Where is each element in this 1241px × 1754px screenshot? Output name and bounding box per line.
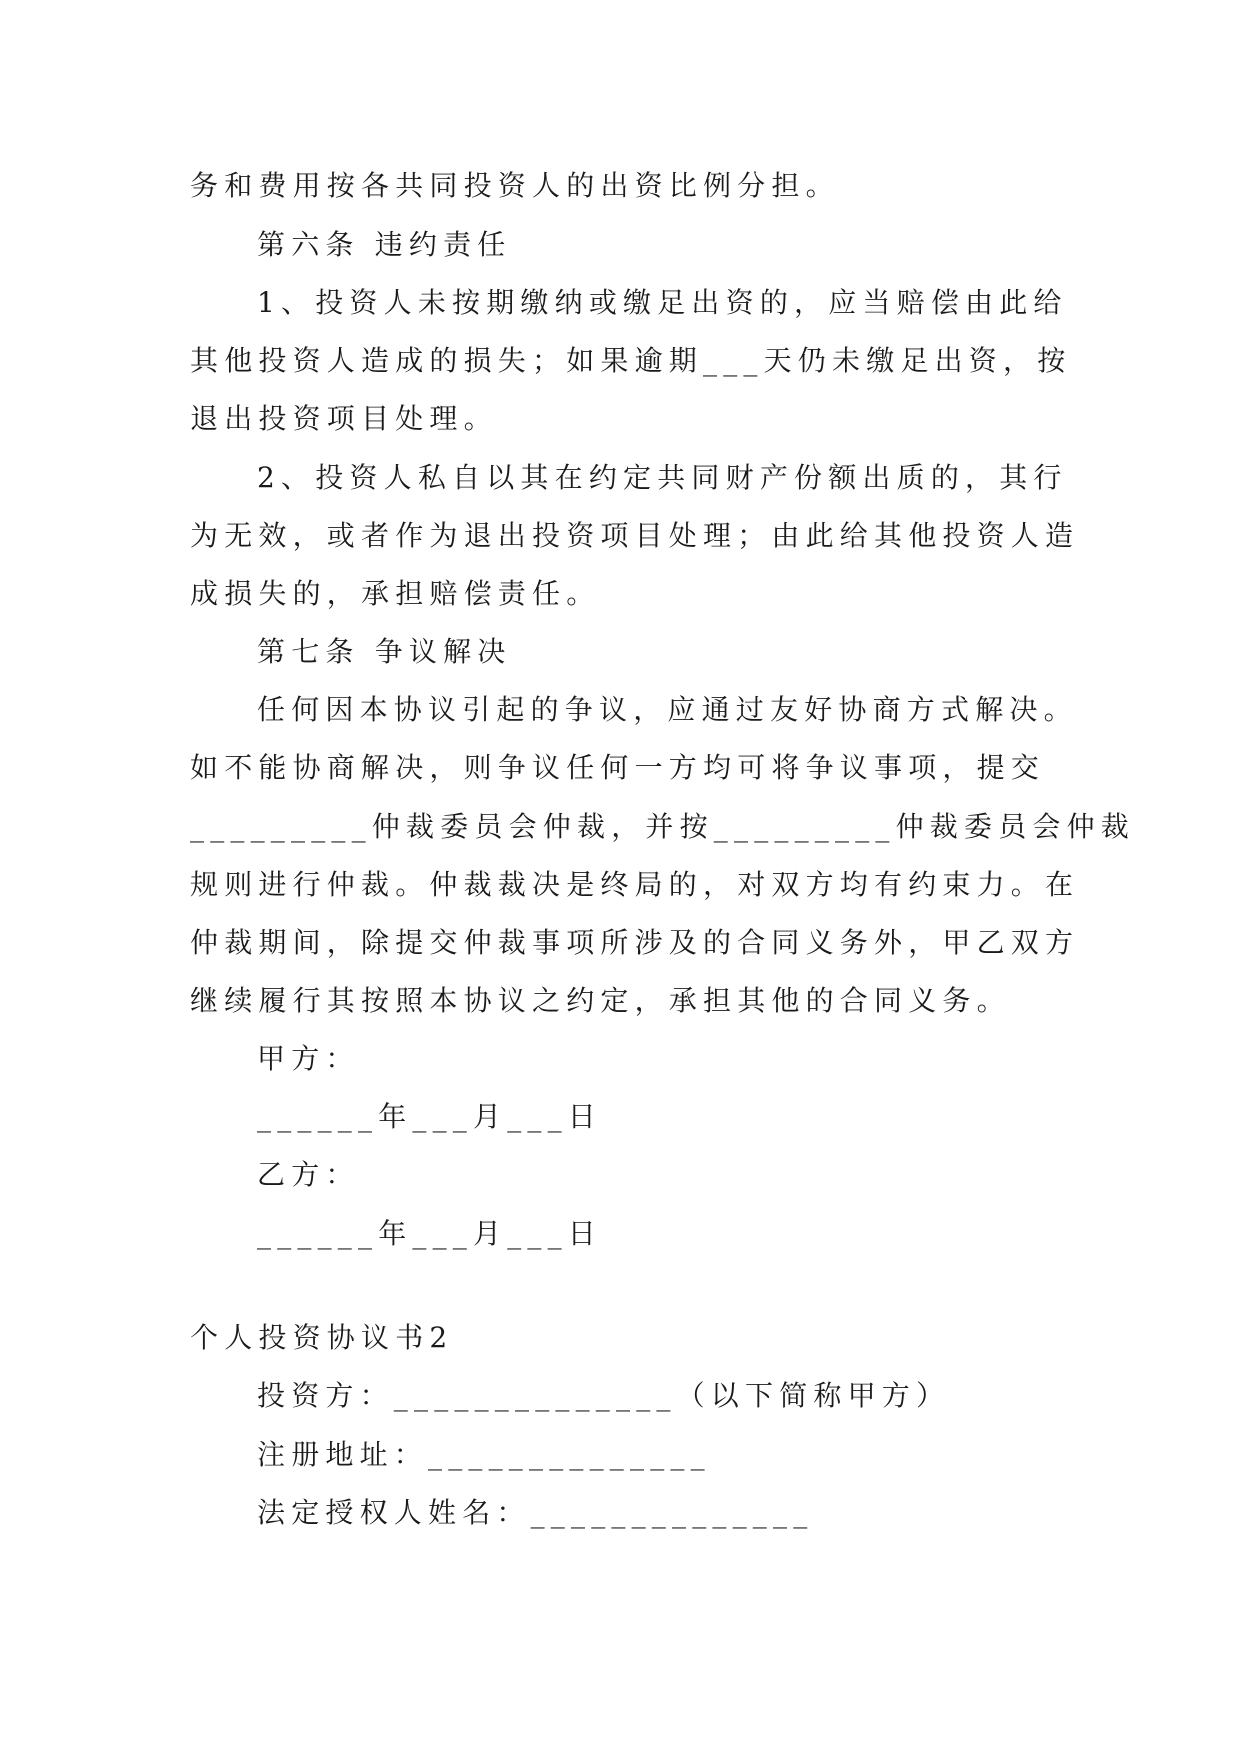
paragraph-line: 成损失的，承担赔偿责任。 xyxy=(190,577,601,610)
party-b-label: 乙方： xyxy=(257,1158,360,1191)
registered-address-field: 注册地址：______________ xyxy=(257,1438,711,1471)
party-a-label: 甲方： xyxy=(257,1042,360,1075)
legal-representative-field: 法定授权人姓名：______________ xyxy=(257,1496,814,1529)
paragraph-line: 仲裁期间，除提交仲裁事项所涉及的合同义务外，甲乙双方 xyxy=(190,926,1080,959)
article-6-heading: 第六条 违约责任 xyxy=(257,228,512,261)
paragraph-line: 其他投资人造成的损失；如果逾期___天仍未缴足出资，按 xyxy=(190,344,1072,377)
section-title: 个人投资协议书2 xyxy=(190,1321,454,1354)
paragraph-line: 如不能协商解决，则争议任何一方均可将争议事项，提交 xyxy=(190,751,1046,784)
party-a-date: ______年___月___日 xyxy=(257,1100,603,1133)
paragraph-line: 为无效，或者作为退出投资项目处理；由此给其他投资人造 xyxy=(190,519,1080,552)
paragraph-line: 2、投资人私自以其在约定共同财产份额出质的，其行 xyxy=(257,461,1068,494)
paragraph-line: 任何因本协议引起的争议，应通过友好协商方式解决。 xyxy=(257,693,1078,726)
party-b-date: ______年___月___日 xyxy=(257,1217,603,1250)
paragraph-line: 务和费用按各共同投资人的出资比例分担。 xyxy=(190,169,840,202)
paragraph-line: 继续履行其按照本协议之约定，承担其他的合同义务。 xyxy=(190,984,1011,1017)
paragraph-line: 1、投资人未按期缴纳或缴足出资的，应当赔偿由此给 xyxy=(257,286,1068,319)
article-7-heading: 第七条 争议解决 xyxy=(257,635,512,668)
paragraph-line: 规则进行仲裁。仲裁裁决是终局的，对双方均有约束力。在 xyxy=(190,868,1080,901)
investor-field: 投资方：______________（以下简称甲方） xyxy=(257,1379,951,1412)
paragraph-line: 退出投资项目处理。 xyxy=(190,402,498,435)
paragraph-line: _________仲裁委员会仲裁，并按_________仲裁委员会仲裁 xyxy=(190,810,1136,843)
